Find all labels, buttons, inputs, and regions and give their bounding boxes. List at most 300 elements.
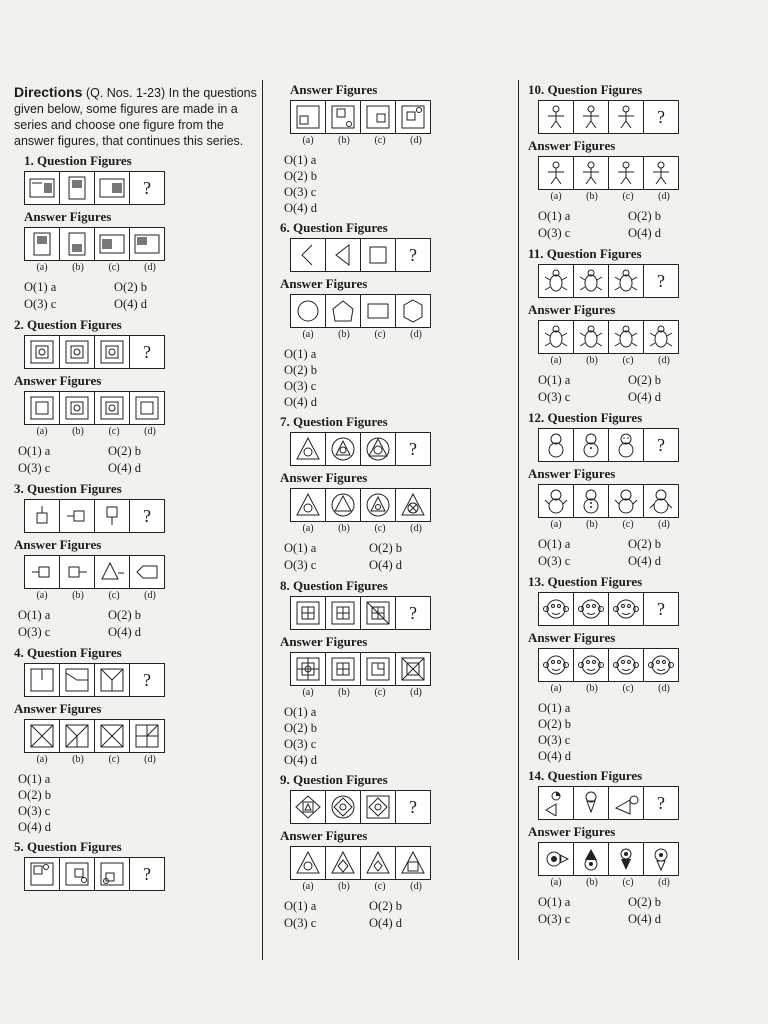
- question-mark-cell: ?: [143, 669, 151, 690]
- q3-option-4[interactable]: O(4) d: [108, 625, 141, 639]
- q1-title: 1. Question Figures: [24, 153, 132, 168]
- q8-question-figures: [290, 596, 431, 630]
- q14-question-figures: [538, 786, 679, 820]
- q3-answer-figures: [24, 555, 165, 589]
- q6-answer-figures: [290, 294, 431, 328]
- q12-option-4[interactable]: O(4) d: [628, 554, 661, 568]
- question-mark-cell: ?: [143, 341, 151, 362]
- q7-answer-labels: [290, 523, 516, 534]
- figure-cell: [574, 321, 609, 353]
- q10-option-3[interactable]: O(3) c: [538, 226, 571, 240]
- q10-answer-figures: [538, 156, 679, 190]
- q13-answer-title: Answer Figures: [528, 630, 616, 645]
- q5-options: [284, 152, 516, 216]
- answer-letter-label: (a): [550, 519, 562, 530]
- answer-letter-label: (c): [622, 355, 634, 366]
- figure-cell: [361, 653, 396, 685]
- answer-letter-label: (a): [36, 590, 48, 601]
- figure-cell: [609, 429, 644, 461]
- q3-title: 3. Question Figures: [14, 481, 122, 496]
- q4-title: 4. Question Figures: [14, 645, 122, 660]
- q7-option-4[interactable]: O(4) d: [369, 558, 402, 572]
- answer-letter-label: (d): [144, 262, 156, 273]
- q7-question-figures: [290, 432, 431, 466]
- figure-cell: [291, 489, 326, 521]
- q13-question-figures: [538, 592, 679, 626]
- answer-letter-label: (c): [108, 426, 120, 437]
- figure-cell: [25, 228, 60, 260]
- q4-option-4[interactable]: O(4) d: [18, 820, 51, 834]
- q14-option-2[interactable]: O(2) b: [628, 895, 661, 909]
- answer-letter-label: (a): [302, 329, 314, 340]
- q13-title: 13. Question Figures: [528, 574, 643, 589]
- figure-cell: [95, 228, 130, 260]
- answer-letter-label: (d): [658, 519, 670, 530]
- figure-cell: [609, 485, 644, 517]
- q9-question-figures: [290, 790, 431, 824]
- figure-cell: [130, 720, 164, 752]
- figure-cell: [25, 858, 60, 890]
- answer-letter-label: (d): [144, 754, 156, 765]
- question-mark-cell: ?: [409, 602, 417, 623]
- figure-cell: [574, 265, 609, 297]
- q1-options: [24, 279, 204, 313]
- question-mark-cell: ?: [657, 792, 665, 813]
- q9-option-1[interactable]: O(1) a: [284, 899, 317, 913]
- figure-cell: [25, 336, 60, 368]
- q11-answer-figures: [538, 320, 679, 354]
- figure-cell: [95, 664, 130, 696]
- q7-options: [284, 540, 454, 574]
- answer-letter-label: (a): [550, 683, 562, 694]
- q12-answer-figures: [538, 484, 679, 518]
- figure-cell: [291, 847, 326, 879]
- figure-cell: [326, 101, 361, 133]
- figure-cell: [361, 295, 396, 327]
- q14-option-4[interactable]: O(4) d: [628, 912, 661, 926]
- q8-title: 8. Question Figures: [280, 578, 388, 593]
- answer-letter-label: (b): [72, 590, 84, 601]
- answer-letter-label: (c): [374, 329, 386, 340]
- figure-cell: [539, 157, 574, 189]
- figure-cell: [60, 172, 95, 204]
- q12-answer-labels: [538, 519, 754, 530]
- q10-answer-labels: [538, 191, 754, 202]
- q13-answer-labels: [538, 683, 754, 694]
- figure-cell: [95, 392, 130, 424]
- figure-cell: [291, 239, 326, 271]
- q10-options: [538, 208, 718, 242]
- answer-letter-label: (b): [586, 191, 598, 202]
- figure-cell: [644, 157, 678, 189]
- q14-option-3[interactable]: O(3) c: [538, 912, 571, 926]
- figure-cell: [130, 392, 164, 424]
- figure-cell: [326, 847, 361, 879]
- figure-cell: [25, 500, 60, 532]
- q13-answer-figures: [538, 648, 679, 682]
- figure-cell: [326, 433, 361, 465]
- q7-option-2[interactable]: O(2) b: [369, 541, 402, 555]
- q10-option-4[interactable]: O(4) d: [628, 226, 661, 240]
- q11-answer-labels: [538, 355, 754, 366]
- figure-cell: [95, 500, 130, 532]
- q4-option-1[interactable]: O(1) a: [18, 772, 51, 786]
- q1-question-figures: [24, 171, 165, 205]
- answer-letter-label: (a): [302, 523, 314, 534]
- answer-letter-label: (b): [338, 687, 350, 698]
- q8-option-2[interactable]: O(2) b: [284, 721, 317, 735]
- q10-question-figures: [538, 100, 679, 134]
- q9-answer-title: Answer Figures: [280, 828, 368, 843]
- figure-cell: [95, 858, 130, 890]
- answer-letter-label: (b): [586, 519, 598, 530]
- answer-letter-label: (c): [374, 523, 386, 534]
- figure-cell: [95, 172, 130, 204]
- answer-letter-label: (a): [550, 877, 562, 888]
- figure-cell: [609, 157, 644, 189]
- figure-cell: [574, 787, 609, 819]
- q7-answer-title: Answer Figures: [280, 470, 368, 485]
- q1-option-1[interactable]: O(1) a: [24, 280, 57, 294]
- q7-option-1[interactable]: O(1) a: [284, 541, 317, 555]
- figure-cell: [574, 649, 609, 681]
- answer-letter-label: (a): [550, 355, 562, 366]
- q3-options: [18, 607, 198, 641]
- q6-title: 6. Question Figures: [280, 220, 388, 235]
- figure-cell: [574, 593, 609, 625]
- figure-cell: [609, 101, 644, 133]
- q12-options: [538, 536, 718, 570]
- q14-options: [538, 894, 718, 928]
- q2-option-3[interactable]: O(3) c: [18, 461, 51, 475]
- figure-cell: [609, 843, 644, 875]
- q5-answer-labels: [290, 135, 516, 146]
- q7-title: 7. Question Figures: [280, 414, 388, 429]
- q5-option-4[interactable]: O(4) d: [284, 201, 317, 215]
- column-1: [14, 78, 258, 891]
- answer-letter-label: (b): [586, 355, 598, 366]
- answer-letter-label: (d): [410, 523, 422, 534]
- figure-cell: [130, 228, 164, 260]
- q2-option-4[interactable]: O(4) d: [108, 461, 141, 475]
- figure-cell: [396, 489, 430, 521]
- figure-cell: [25, 664, 60, 696]
- q2-options: [18, 443, 198, 477]
- q6-option-3[interactable]: O(3) c: [284, 379, 317, 393]
- figure-cell: [291, 433, 326, 465]
- answer-letter-label: (c): [374, 881, 386, 892]
- question-mark-cell: ?: [657, 434, 665, 455]
- figure-cell: [95, 556, 130, 588]
- q13-options: [538, 700, 754, 764]
- figure-cell: [361, 597, 396, 629]
- question-mark-cell: ?: [409, 438, 417, 459]
- figure-cell: [361, 239, 396, 271]
- figure-cell: [25, 556, 60, 588]
- answer-letter-label: (b): [338, 523, 350, 534]
- answer-letter-label: (c): [374, 687, 386, 698]
- figure-cell: [539, 429, 574, 461]
- q6-option-1[interactable]: O(1) a: [284, 347, 317, 361]
- answer-letter-label: (d): [658, 355, 670, 366]
- figure-cell: [574, 843, 609, 875]
- figure-cell: [539, 265, 574, 297]
- answer-letter-label: (d): [658, 191, 670, 202]
- q3-question-figures: [24, 499, 165, 533]
- figure-cell: [609, 649, 644, 681]
- column-2: [280, 78, 516, 936]
- figure-cell: [291, 597, 326, 629]
- answer-letter-label: (a): [36, 754, 48, 765]
- figure-cell: [539, 485, 574, 517]
- answer-letter-label: (b): [72, 262, 84, 273]
- figure-cell: [95, 336, 130, 368]
- q4-option-3[interactable]: O(3) c: [18, 804, 51, 818]
- q4-answer-figures: [24, 719, 165, 753]
- q4-answer-labels: [24, 754, 258, 765]
- q6-answer-title: Answer Figures: [280, 276, 368, 291]
- figure-cell: [361, 791, 396, 823]
- figure-cell: [539, 101, 574, 133]
- directions: Directions (Q. Nos. 1-23) In the questions given below, some figures are made in a series and choose one figure from the answer figures, that continues this series.: [14, 84, 257, 148]
- figure-cell: [326, 489, 361, 521]
- figure-cell: [326, 295, 361, 327]
- figure-cell: [396, 653, 430, 685]
- q4-option-2[interactable]: O(2) b: [18, 788, 51, 802]
- figure-cell: [326, 239, 361, 271]
- answer-letter-label: (d): [658, 683, 670, 694]
- answer-letter-label: (c): [622, 877, 634, 888]
- q2-answer-labels: [24, 426, 258, 437]
- q4-answer-title: Answer Figures: [14, 701, 102, 716]
- answer-letter-label: (b): [338, 329, 350, 340]
- figure-cell: [361, 847, 396, 879]
- figure-cell: [539, 843, 574, 875]
- answer-letter-label: (a): [550, 191, 562, 202]
- figure-cell: [130, 556, 164, 588]
- answer-letter-label: (c): [622, 191, 634, 202]
- figure-cell: [609, 265, 644, 297]
- answer-letter-label: (c): [108, 754, 120, 765]
- question-mark-cell: ?: [143, 177, 151, 198]
- q9-options: [284, 898, 454, 932]
- figure-cell: [644, 649, 678, 681]
- q8-answer-figures: [290, 652, 431, 686]
- q12-option-3[interactable]: O(3) c: [538, 554, 571, 568]
- q12-answer-title: Answer Figures: [528, 466, 616, 481]
- column-divider: [518, 80, 519, 960]
- q8-option-4[interactable]: O(4) d: [284, 753, 317, 767]
- q14-answer-title: Answer Figures: [528, 824, 616, 839]
- q7-answer-figures: [290, 488, 431, 522]
- answer-letter-label: (d): [410, 687, 422, 698]
- figure-cell: [60, 664, 95, 696]
- q1-option-3[interactable]: O(3) c: [24, 297, 57, 311]
- q5-option-3[interactable]: O(3) c: [284, 185, 317, 199]
- figure-cell: [326, 597, 361, 629]
- figure-cell: [539, 649, 574, 681]
- question-mark-cell: ?: [143, 505, 151, 526]
- answer-letter-label: (a): [36, 426, 48, 437]
- q8-option-1[interactable]: O(1) a: [284, 705, 317, 719]
- answer-letter-label: (c): [108, 262, 120, 273]
- figure-cell: [609, 321, 644, 353]
- answer-letter-label: (d): [410, 329, 422, 340]
- q3-answer-title: Answer Figures: [14, 537, 102, 552]
- q13-option-3[interactable]: O(3) c: [538, 733, 571, 747]
- q6-option-2[interactable]: O(2) b: [284, 363, 317, 377]
- q11-option-4[interactable]: O(4) d: [628, 390, 661, 404]
- q8-answer-title: Answer Figures: [280, 634, 368, 649]
- figure-cell: [574, 101, 609, 133]
- figure-cell: [291, 791, 326, 823]
- column-3: [528, 78, 754, 932]
- q13-option-2[interactable]: O(2) b: [538, 717, 571, 731]
- answer-letter-label: (a): [36, 262, 48, 273]
- q10-option-2[interactable]: O(2) b: [628, 209, 661, 223]
- figure-cell: [396, 101, 430, 133]
- q2-question-figures: [24, 335, 165, 369]
- q14-answer-labels: [538, 877, 754, 888]
- figure-cell: [326, 791, 361, 823]
- figure-cell: [574, 157, 609, 189]
- answer-letter-label: (b): [586, 877, 598, 888]
- figure-cell: [291, 295, 326, 327]
- q3-option-2[interactable]: O(2) b: [108, 608, 141, 622]
- question-mark-cell: ?: [409, 796, 417, 817]
- q9-title: 9. Question Figures: [280, 772, 388, 787]
- q7-option-3[interactable]: O(3) c: [284, 558, 317, 572]
- q2-option-2[interactable]: O(2) b: [108, 444, 141, 458]
- q13-option-1[interactable]: O(1) a: [538, 701, 571, 715]
- figure-cell: [644, 321, 678, 353]
- answer-letter-label: (d): [144, 590, 156, 601]
- q12-title: 12. Question Figures: [528, 410, 643, 425]
- q8-answer-labels: [290, 687, 516, 698]
- figure-cell: [574, 429, 609, 461]
- answer-letter-label: (d): [410, 135, 422, 146]
- q3-option-3[interactable]: O(3) c: [18, 625, 51, 639]
- q9-option-3[interactable]: O(3) c: [284, 916, 317, 930]
- answer-letter-label: (c): [622, 683, 634, 694]
- figure-cell: [60, 556, 95, 588]
- question-mark-cell: ?: [657, 598, 665, 619]
- figure-cell: [25, 720, 60, 752]
- answer-letter-label: (b): [586, 683, 598, 694]
- q8-option-3[interactable]: O(3) c: [284, 737, 317, 751]
- q12-option-2[interactable]: O(2) b: [628, 537, 661, 551]
- question-mark-cell: ?: [657, 270, 665, 291]
- q5-option-1[interactable]: O(1) a: [284, 153, 317, 167]
- figure-cell: [644, 843, 678, 875]
- figure-cell: [609, 787, 644, 819]
- answer-letter-label: (b): [72, 426, 84, 437]
- q2-title: 2. Question Figures: [14, 317, 122, 332]
- figure-cell: [60, 720, 95, 752]
- q6-option-4[interactable]: O(4) d: [284, 395, 317, 409]
- q4-options: [18, 771, 258, 835]
- figure-cell: [361, 489, 396, 521]
- figure-cell: [396, 295, 430, 327]
- figure-cell: [609, 593, 644, 625]
- figure-cell: [361, 101, 396, 133]
- question-mark-cell: ?: [657, 106, 665, 127]
- figure-cell: [25, 392, 60, 424]
- q11-title: 11. Question Figures: [528, 246, 642, 261]
- figure-cell: [539, 321, 574, 353]
- answer-letter-label: (d): [144, 426, 156, 437]
- q11-question-figures: [538, 264, 679, 298]
- answer-letter-label: (d): [658, 877, 670, 888]
- q3-answer-labels: [24, 590, 258, 601]
- q12-question-figures: [538, 428, 679, 462]
- q11-option-1[interactable]: O(1) a: [538, 373, 571, 387]
- q11-option-2[interactable]: O(2) b: [628, 373, 661, 387]
- q5-option-2[interactable]: O(2) b: [284, 169, 317, 183]
- answer-letter-label: (c): [622, 519, 634, 530]
- answer-letter-label: (d): [410, 881, 422, 892]
- q1-answer-labels: [24, 262, 258, 273]
- q5-answer-title: Answer Figures: [290, 82, 378, 97]
- figure-cell: [95, 720, 130, 752]
- q8-options: [284, 704, 516, 768]
- figure-cell: [291, 653, 326, 685]
- figure-cell: [291, 101, 326, 133]
- q1-option-2[interactable]: O(2) b: [114, 280, 147, 294]
- answer-letter-label: (b): [338, 881, 350, 892]
- q5-question-figures: [24, 857, 165, 891]
- answer-letter-label: (b): [72, 754, 84, 765]
- q1-answer-title: Answer Figures: [24, 209, 112, 224]
- q11-option-3[interactable]: O(3) c: [538, 390, 571, 404]
- q2-answer-figures: [24, 391, 165, 425]
- figure-cell: [60, 392, 95, 424]
- figure-cell: [644, 485, 678, 517]
- q14-answer-figures: [538, 842, 679, 876]
- q10-option-1[interactable]: O(1) a: [538, 209, 571, 223]
- figure-cell: [361, 433, 396, 465]
- q12-option-1[interactable]: O(1) a: [538, 537, 571, 551]
- q3-option-1[interactable]: O(1) a: [18, 608, 51, 622]
- q5-title: 5. Question Figures: [14, 839, 122, 854]
- answer-letter-label: (b): [338, 135, 350, 146]
- q9-option-4[interactable]: O(4) d: [369, 916, 402, 930]
- q13-option-4[interactable]: O(4) d: [538, 749, 571, 763]
- q10-title: 10. Question Figures: [528, 82, 643, 97]
- figure-cell: [326, 653, 361, 685]
- figure-cell: [396, 847, 430, 879]
- figure-cell: [539, 593, 574, 625]
- q2-answer-title: Answer Figures: [14, 373, 102, 388]
- q10-answer-title: Answer Figures: [528, 138, 616, 153]
- q14-option-1[interactable]: O(1) a: [538, 895, 571, 909]
- q5-answer-figures: [290, 100, 431, 134]
- answer-letter-label: (a): [302, 687, 314, 698]
- q6-options: [284, 346, 516, 410]
- figure-cell: [60, 858, 95, 890]
- q9-answer-figures: [290, 846, 431, 880]
- q9-option-2[interactable]: O(2) b: [369, 899, 402, 913]
- answer-letter-label: (a): [302, 881, 314, 892]
- q2-option-1[interactable]: O(1) a: [18, 444, 51, 458]
- answer-letter-label: (c): [374, 135, 386, 146]
- figure-cell: [60, 228, 95, 260]
- figure-cell: [25, 172, 60, 204]
- answer-letter-label: (a): [302, 135, 314, 146]
- q9-answer-labels: [290, 881, 516, 892]
- q1-option-4[interactable]: O(4) d: [114, 297, 147, 311]
- figure-cell: [539, 787, 574, 819]
